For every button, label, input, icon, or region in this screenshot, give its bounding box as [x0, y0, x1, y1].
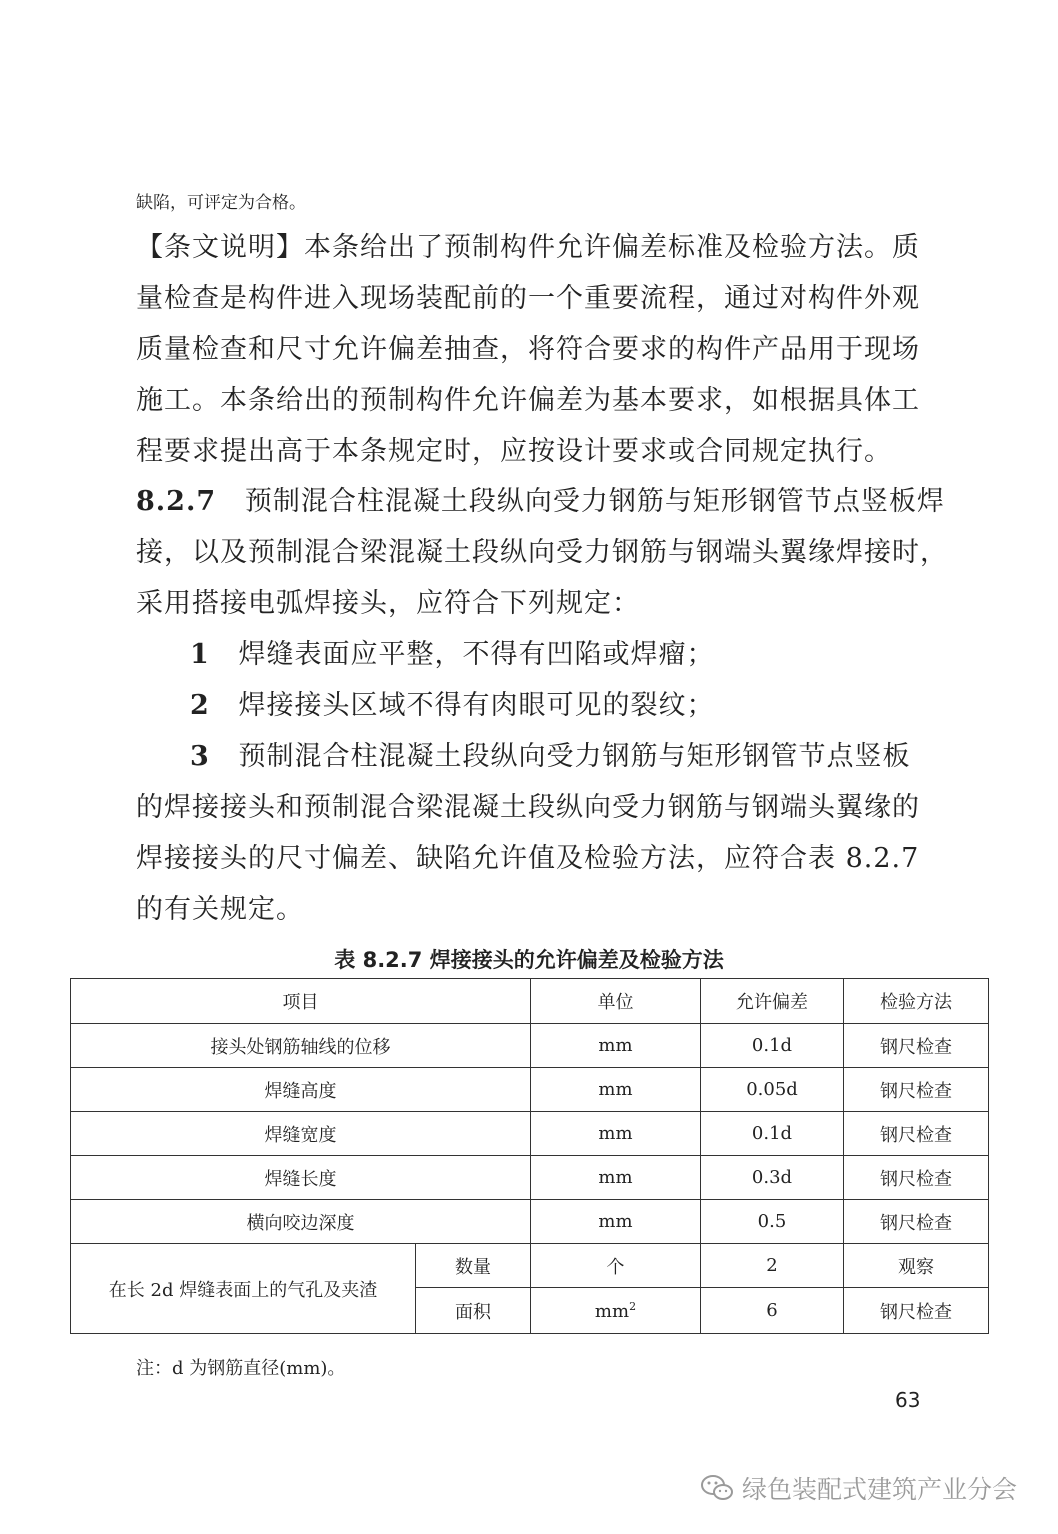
watermark-text: 绿色装配式建筑产业分会 [742, 1475, 1018, 1504]
list-item [190, 731, 950, 782]
top-fragment: 缺陷，可评定为合格。 [136, 193, 306, 213]
cell-method: 观察 [844, 1244, 989, 1288]
table-row [71, 1200, 989, 1244]
cell-unit: mm [531, 1024, 701, 1068]
unit-text: mm [594, 1300, 630, 1322]
commentary-line: 程要求提出高于本条规定时，应按设计要求或合同规定执行。 [136, 436, 892, 467]
item-text: 焊缝表面应平整，不得有凹陷或焊瘤； [238, 639, 715, 670]
cell-tolerance: 0.1d [701, 1112, 844, 1156]
item3-line: 的有关规定。 [136, 894, 304, 925]
unit-superscript: 2 [629, 1299, 637, 1313]
cell-method: 钢尺检查 [844, 1024, 989, 1068]
list-item [190, 629, 950, 680]
header-unit: 单位 [531, 979, 701, 1024]
cell-item: 焊缝宽度 [71, 1112, 531, 1156]
cell-tolerance: 0.5 [701, 1200, 844, 1244]
commentary-line: 施工。本条给出的预制构件允许偏差为基本要求，如根据具体工 [136, 385, 920, 416]
table-row [71, 1024, 989, 1068]
table-caption: 表 8.2.7 焊接接头的允许偏差及检验方法 [334, 948, 724, 972]
header-item: 项目 [71, 979, 531, 1024]
item-text: 预制混合柱混凝土段纵向受力钢筋与矩形钢管节点竖板 [238, 741, 911, 772]
cell-subitem: 数量 [416, 1244, 531, 1288]
commentary-paragraph [136, 222, 936, 477]
table-note: 注：d 为钢筋直径(mm)。 [136, 1358, 346, 1379]
cell-unit: 个 [531, 1244, 701, 1288]
item-number: 3 [190, 741, 210, 772]
cell-tolerance: 0.05d [701, 1068, 844, 1112]
table-row [71, 1068, 989, 1112]
clause-number: 8.2.7 [136, 486, 217, 517]
table-row [71, 1112, 989, 1156]
cell-unit-area [531, 1288, 701, 1334]
cell-method: 钢尺检查 [844, 1200, 989, 1244]
header-method: 检验方法 [844, 979, 989, 1024]
cell-method: 钢尺检查 [844, 1156, 989, 1200]
item-list [190, 629, 950, 782]
cell-unit: mm [531, 1200, 701, 1244]
item-number: 1 [190, 639, 210, 670]
cell-method: 钢尺检查 [844, 1288, 989, 1334]
cell-item: 横向咬边深度 [71, 1200, 531, 1244]
commentary-line: 质量检查和尺寸允许偏差抽查，将符合要求的构件产品用于现场 [136, 334, 920, 365]
cell-method: 钢尺检查 [844, 1068, 989, 1112]
cell-tolerance: 0.1d [701, 1024, 844, 1068]
cell-item: 接头处钢筋轴线的位移 [71, 1024, 531, 1068]
cell-subitem: 面积 [416, 1288, 531, 1334]
cell-method: 钢尺检查 [844, 1112, 989, 1156]
item3-line: 的焊接接头和预制混合梁混凝土段纵向受力钢筋与钢端头翼缘的 [136, 792, 920, 823]
commentary-line: 【条文说明】本条给出了预制构件允许偏差标准及检验方法。质 [136, 232, 920, 263]
table-row [71, 1244, 989, 1288]
cell-tolerance: 0.3d [701, 1156, 844, 1200]
table-row [71, 1156, 989, 1200]
list-item [190, 680, 950, 731]
cell-item: 焊缝长度 [71, 1156, 531, 1200]
watermark [700, 1470, 1017, 1506]
page-number: 63 [895, 1388, 921, 1412]
cell-item: 焊缝高度 [71, 1068, 531, 1112]
item-number: 2 [190, 690, 210, 721]
item3-continuation [136, 782, 936, 935]
cell-tolerance: 6 [701, 1288, 844, 1334]
commentary-line: 量检查是构件进入现场装配前的一个重要流程，通过对构件外观 [136, 283, 920, 314]
item-text: 焊接接头区域不得有肉眼可见的裂纹； [238, 690, 715, 721]
clause-text-line1: 预制混合柱混凝土段纵向受力钢筋与矩形钢管节点竖板焊 [244, 486, 945, 517]
clause-text-line3: 采用搭接电弧焊接头，应符合下列规定： [136, 588, 640, 619]
item3-line: 焊接接头的尺寸偏差、缺陷允许值及检验方法，应符合表 8.2.7 [136, 843, 920, 874]
header-tolerance: 允许偏差 [701, 979, 844, 1024]
cell-unit: mm [531, 1112, 701, 1156]
tolerance-table [70, 978, 989, 1334]
cell-unit: mm [531, 1068, 701, 1112]
cell-tolerance: 2 [701, 1244, 844, 1288]
clause-8-2-7 [136, 476, 948, 629]
table-header-row [71, 979, 989, 1024]
cell-unit: mm [531, 1156, 701, 1200]
cell-group-label: 在长 2d 焊缝表面上的气孔及夹渣 [71, 1244, 416, 1334]
clause-text-line2: 接，以及预制混合梁混凝土段纵向受力钢筋与钢端头翼缘焊接时， [136, 537, 948, 568]
wechat-icon [700, 1473, 734, 1503]
